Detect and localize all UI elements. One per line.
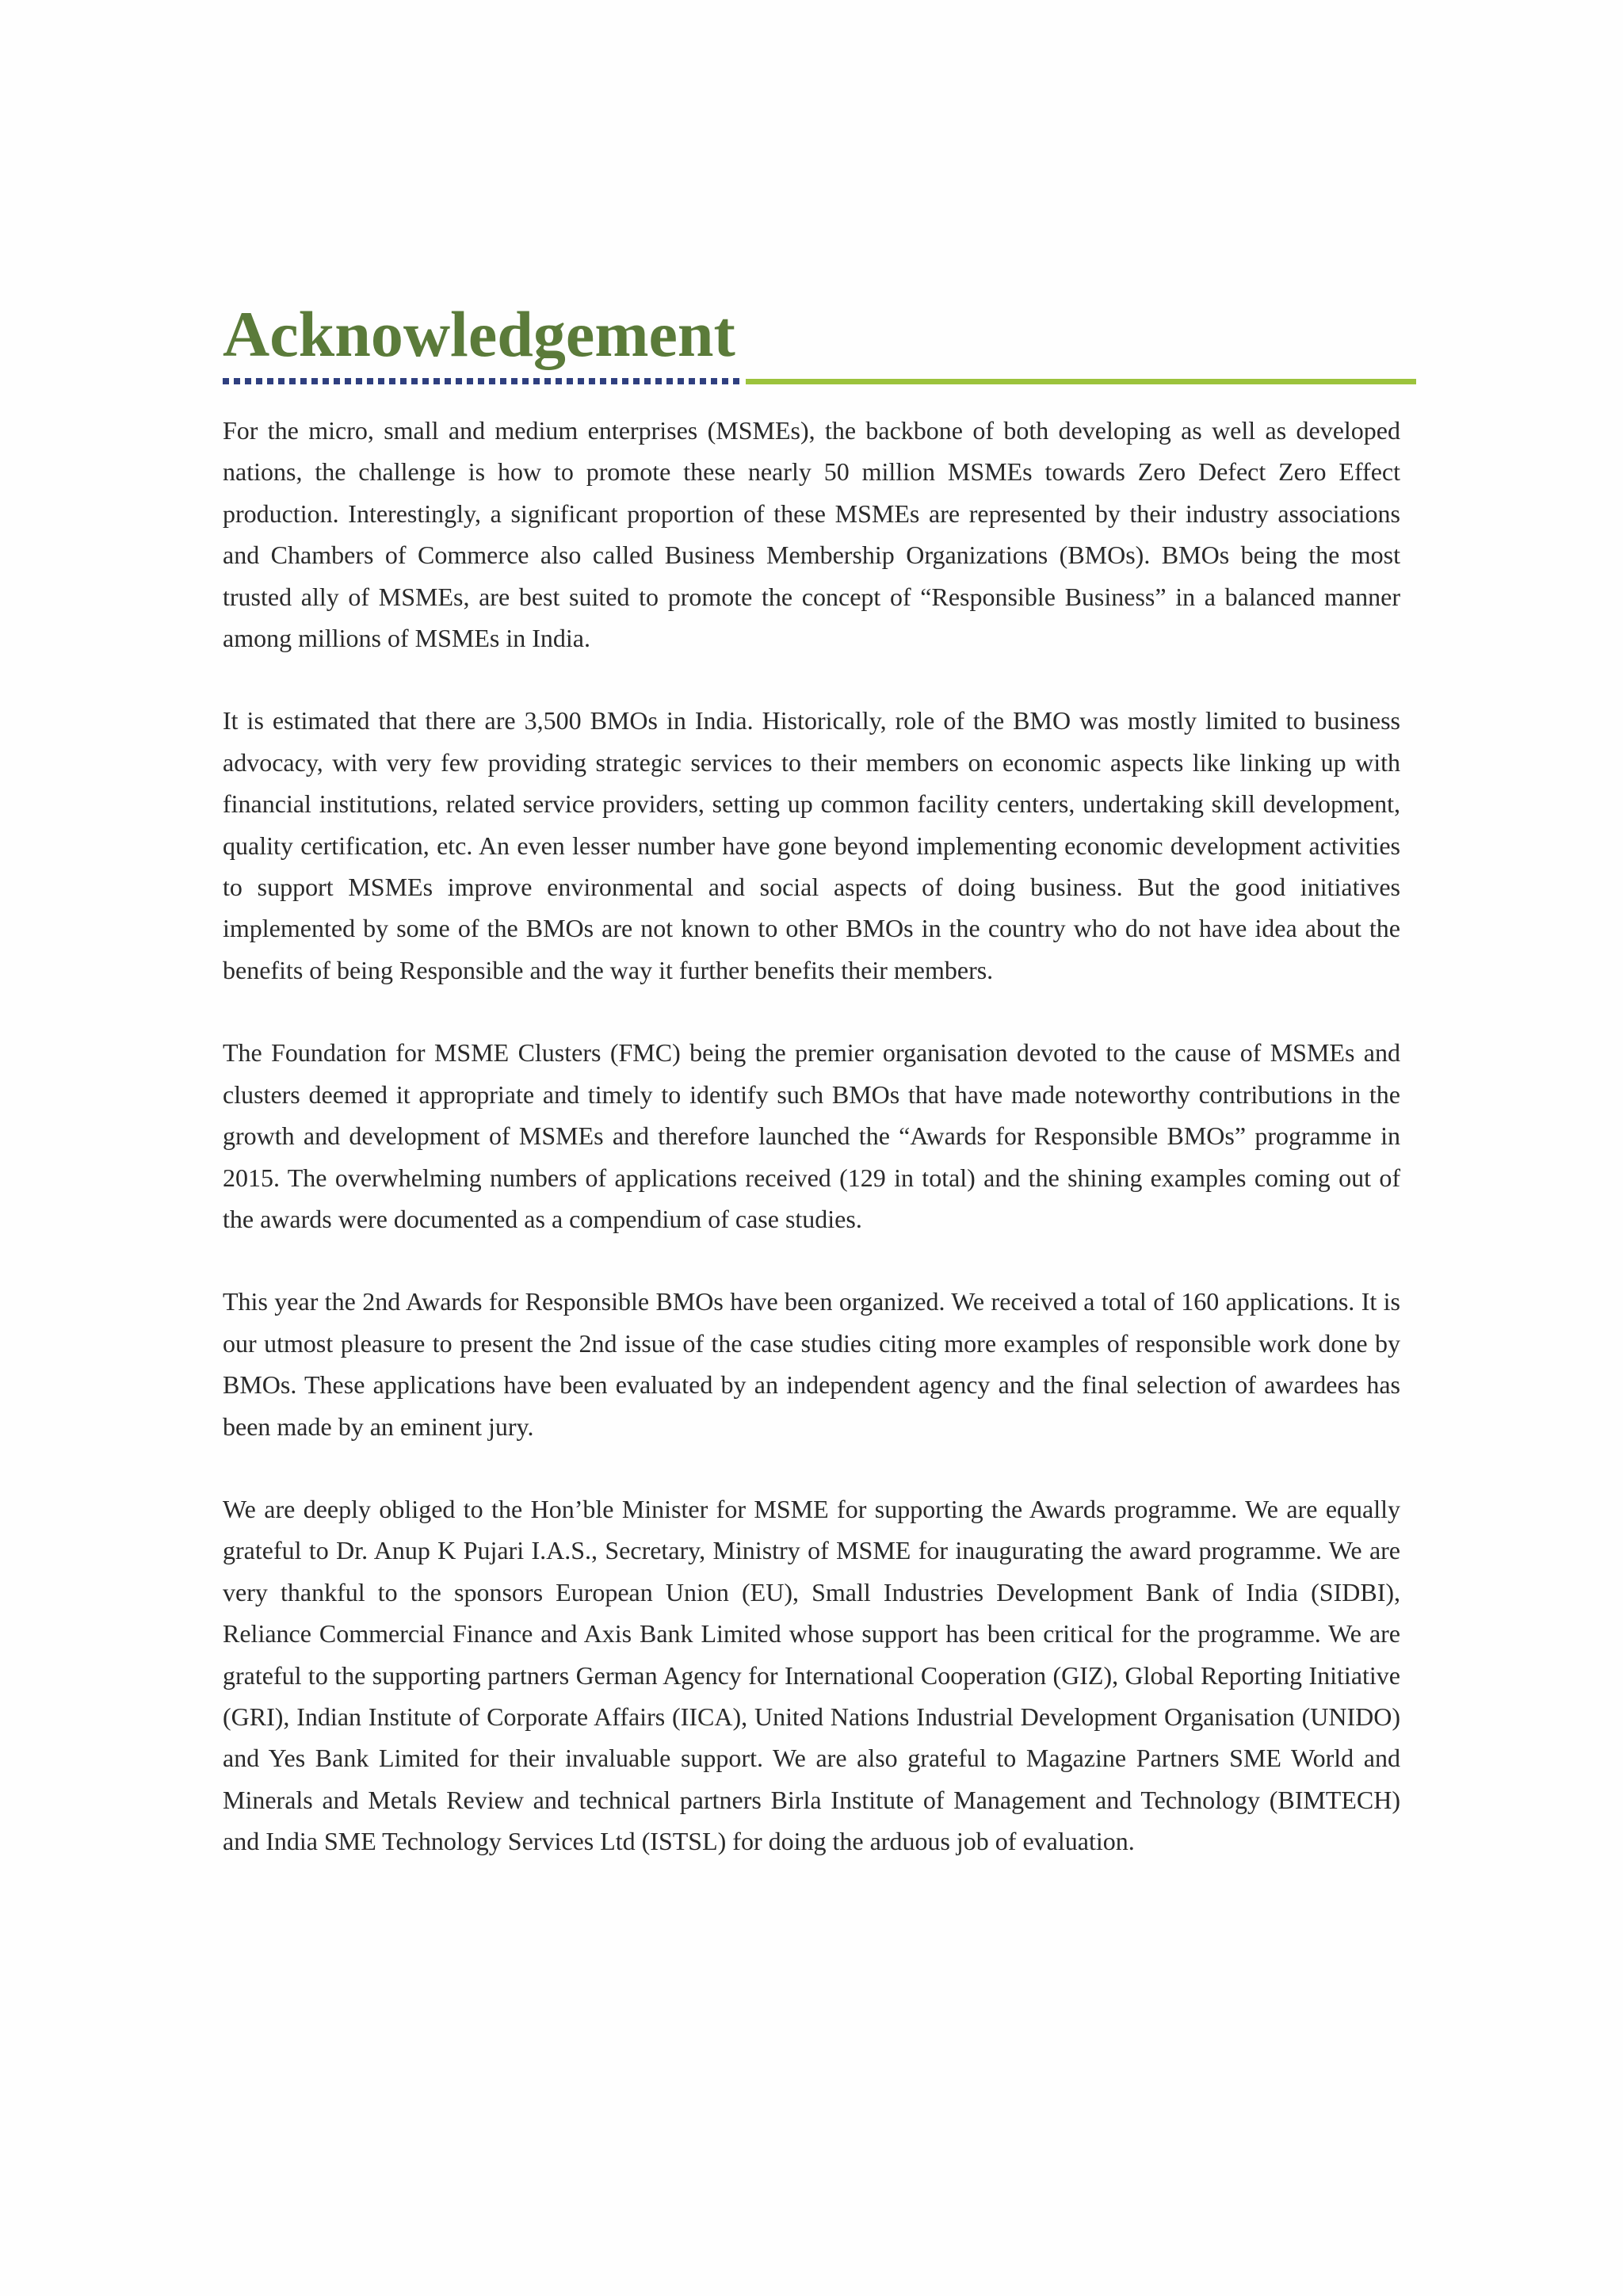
paragraph-3: The Foundation for MSME Clusters (FMC) being the premier organisation devoted to the cause of MSMEs and clusters deemed it appropriate and timely to identify such BMOs that have made noteworthy contributions in the growth and development of MSMEs and therefore launched the “Awards for Responsible BMOs” programme in 2015. The overwhelming numbers of applications received (129 in total) and the shining examples coming out of the awards were documented as a compendium of case studies. — [223, 1038, 1400, 1233]
title-solid-rule — [746, 379, 1416, 384]
page-title: Acknowledgement — [223, 298, 735, 370]
title-dotted-underline — [223, 378, 739, 384]
body-text — [223, 410, 1400, 1904]
paragraph-5: We are deeply obliged to the Hon’ble Minister for MSME for supporting the Awards programme. We are equally grateful to Dr. Anup K Pujari I.A.S., Secretary, Ministry of MSME for inaugurating the award programme. We are very thankful to the sponsors European Union (EU), Small Industries Development Bank of India (SIDBI), Reliance Commercial Finance and Axis Bank Limited whose support has been critical for the programme. We are grateful to the supporting partners German Agency for International Cooperation (GIZ), Global Reporting Initiative (GRI), Indian Institute of Corporate Affairs (IICA), United Nations Industrial Development Organisation (UNIDO) and Yes Bank Limited for their invaluable support. We are also grateful to Magazine Partners SME World and Minerals and Metals Review and technical partners Birla Institute of Management and Technology (BIMTECH) and India SME Technology Services Ltd (ISTSL) for doing the arduous job of evaluation. — [223, 1494, 1400, 1856]
paragraph-1: For the micro, small and medium enterprises (MSMEs), the backbone of both developing as well as developed nations, the challenge is how to promote these nearly 50 million MSMEs towards Zero Defect Zero Effect production. Interestingly, a significant proportion of these MSMEs are represented by their industry associations and Chambers of Commerce also called Business Membership Organizations (BMOs). BMOs being the most trusted ally of MSMEs, are best suited to promote the concept of “Responsible Business” in a balanced manner among millions of MSMEs in India. — [223, 416, 1400, 653]
paragraph-4: This year the 2nd Awards for Responsible BMOs have been organized. We received a total of 160 applications. It is our utmost pleasure to present the 2nd issue of the case studies citing more examples of responsible work done by BMOs. These applications have been evaluated by an independent agency and the final selection of awardees has been made by an eminent jury. — [223, 1287, 1400, 1441]
heading-block — [223, 295, 1416, 390]
paragraph-2: It is estimated that there are 3,500 BMOs in India. Historically, role of the BMO was mostly limited to business advocacy, with very few providing strategic services to their members on economic aspects like linking up with financial institutions, related service providers, setting up common facility centers, undertaking skill development, quality certification, etc. An even lesser number have gone beyond implementing economic development activities to support MSMEs improve environmental and social aspects of doing business. But the good initiatives implemented by some of the BMOs are not known to other BMOs in the country who do not have idea about the benefits of being Responsible and the way it further benefits their members. — [223, 706, 1400, 984]
